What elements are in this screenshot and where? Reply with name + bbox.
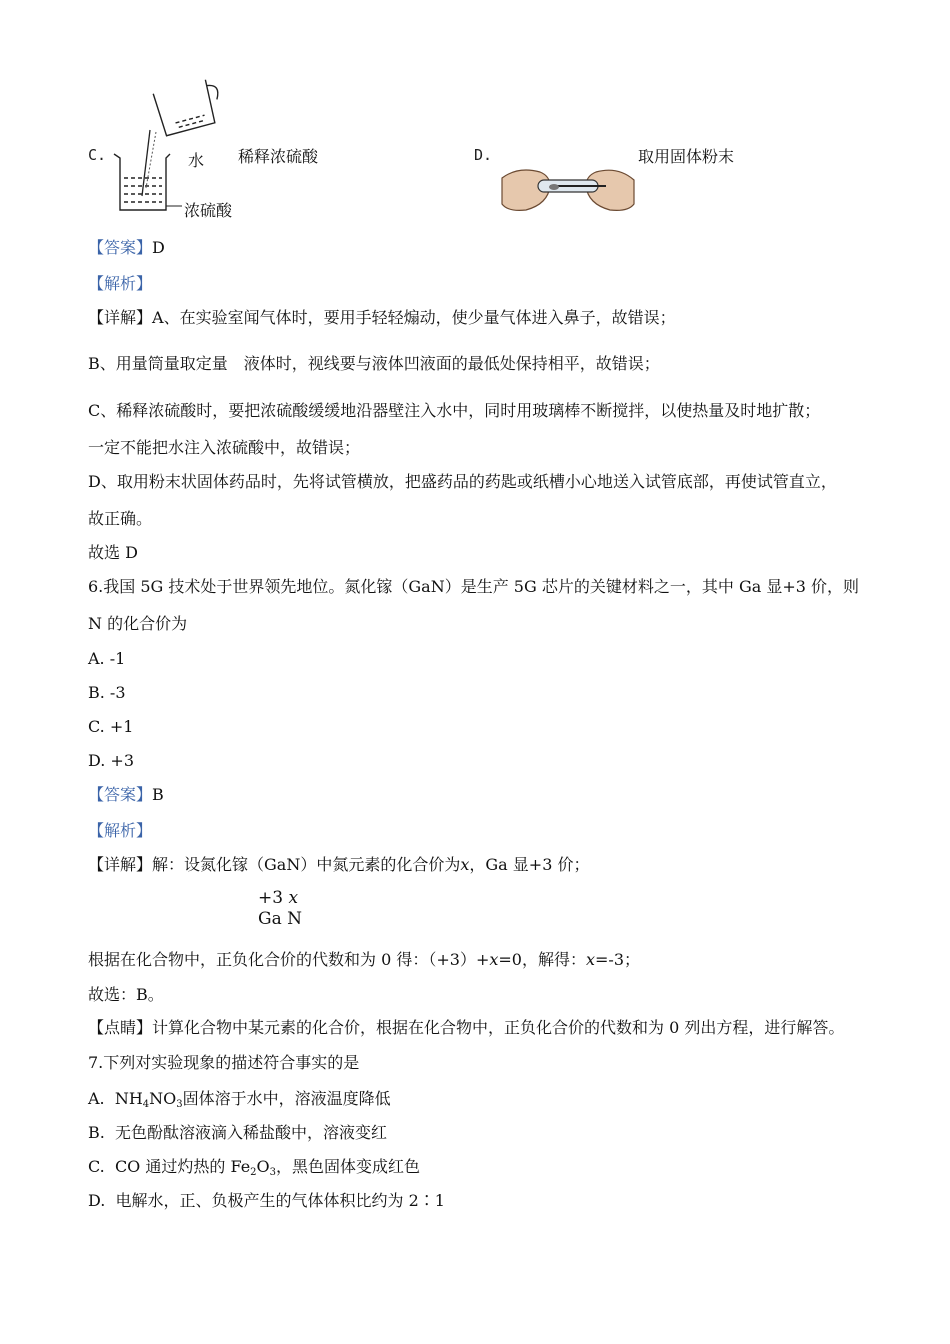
q6-detail-var: x: [460, 855, 470, 874]
pouring-beaker: [153, 78, 225, 136]
q7-b-text: 无色酚酞溶液滴入稀盐酸中，溶液变红: [115, 1123, 388, 1142]
q7-option-c: [88, 1157, 420, 1177]
q7-c-sub2: 3: [269, 1167, 277, 1178]
q5-analysis-tag: 【解析】: [88, 274, 153, 293]
q7-c-label: C.: [88, 1157, 105, 1176]
q7-d-text: 电解水，正、负极产生的气体体积比约为 2∶1: [115, 1191, 445, 1210]
q5-line-c1: C、稀释浓硫酸时，要把浓硫酸缓缓地沿器壁注入水中，同时用玻璃棒不断搅拌，以使热量及时地扩散；: [88, 401, 821, 420]
q7-d-label: D.: [88, 1191, 106, 1210]
q6-tip-text: 计算化合物中某元素的化合价，根据在化合物中，正负化合价的代数和为 0 列出方程，进行解答。: [152, 1018, 845, 1037]
q6-stem-line2: N 的化合价为: [88, 614, 188, 633]
q7-a-sub1: 4: [142, 1099, 150, 1110]
water-label: 水: [188, 151, 205, 170]
q6-option-d: D. +3: [88, 751, 135, 770]
q6-answer-line: [88, 785, 164, 805]
acid-label: 浓硫酸: [184, 201, 233, 220]
q5-answer: D: [152, 238, 165, 257]
answer-tag: 【答案】: [88, 238, 153, 257]
q5-answer-line: [88, 238, 165, 258]
q6-option-a: A. -1: [88, 649, 126, 668]
q7-option-b: [88, 1123, 387, 1143]
q5-line-c2: 一定不能把水注入浓硫酸中，故错误；: [88, 438, 361, 457]
answer-tag: 【答案】: [88, 785, 153, 804]
q7-a-label: A.: [88, 1089, 105, 1108]
q6-calc: [88, 950, 640, 970]
q6-option-b: B. -3: [88, 683, 126, 702]
q7-a-mid: NO: [149, 1089, 177, 1108]
q6-detail-post: ，Ga 显+3 价；: [469, 855, 590, 874]
q5-line-d1: D、取用粉末状固体药品时，先将试管横放，把盛药品的药匙或纸槽小心地送入试管底部，再使试管直立，: [88, 472, 837, 491]
q7-option-d: [88, 1191, 445, 1211]
q6-calc-pre: 根据在化合物中，正负化合价的代数和为 0 得：（+3）+: [88, 950, 490, 969]
q6-calc-var1: x: [489, 950, 499, 969]
q7-stem: 7.下列对实验现象的描述符合事实的是: [88, 1053, 360, 1072]
q7-b-label: B.: [88, 1123, 105, 1142]
valence-top: [258, 888, 298, 909]
valence-bottom: Ga N: [258, 909, 302, 929]
q7-a-pre: NH: [114, 1089, 143, 1108]
q7-a-sub2: 3: [176, 1099, 183, 1110]
q7-c-post: ，黑色固体变成红色: [276, 1157, 421, 1176]
q5-line-a: A、在实验室闻气体时，要用手轻轻煽动，使少量气体进入鼻子，故错误；: [152, 308, 676, 327]
q6-calc-post: =-3；: [595, 950, 641, 969]
powder-illustration: [498, 160, 638, 216]
dilution-illustration: [110, 78, 230, 218]
q7-c-pre: CO 通过灼热的 Fe: [114, 1157, 251, 1176]
q7-c-mid: O: [256, 1157, 270, 1176]
q5-conclusion: 故选 D: [88, 543, 138, 562]
q6-detail: [88, 855, 589, 875]
q6-answer: B: [152, 785, 164, 804]
option-c-caption: 稀释浓硫酸: [238, 147, 319, 166]
q6-calc-var2: x: [585, 950, 596, 969]
q6-calc-mid: =0，解得：: [498, 950, 586, 969]
q7-a-post: 固体溶于水中，溶液温度降低: [182, 1089, 391, 1108]
q6-stem-line1: 6.我国 5G 技术处于世界领先地位。氮化镓（GaN）是生产 5G 芯片的关键材料之一，其中 Ga 显+3 价，则: [88, 577, 860, 596]
q5-line-d2: 故正确。: [88, 509, 153, 528]
option-d-caption: 取用固体粉末: [638, 147, 735, 166]
option-d-label: D.: [474, 146, 493, 164]
q6-detail-pre: 解：设氮化镓（GaN）中氮元素的化合价为: [152, 855, 461, 874]
tip-tag: 【点睛】: [88, 1018, 153, 1037]
lower-beaker: [114, 154, 170, 210]
q5-detail-a: [88, 308, 676, 328]
q6-conclusion: 故选：B。: [88, 985, 164, 1004]
q6-tip: [88, 1018, 844, 1038]
valence-top-num: +3: [258, 888, 284, 908]
detail-tag: 【详解】: [88, 308, 153, 327]
q6-analysis-tag: 【解析】: [88, 821, 153, 840]
q5-line-b: B、用量筒量取定量 液体时，视线要与液体凹液面的最低处保持相平，故错误；: [88, 354, 660, 373]
q6-option-c: C. +1: [88, 717, 134, 736]
q7-option-a: [88, 1089, 391, 1109]
detail-tag: 【详解】: [88, 855, 153, 874]
q7-c-sub1: 2: [250, 1167, 257, 1178]
valence-top-var: x: [288, 888, 299, 908]
option-c-label: C.: [88, 146, 107, 164]
